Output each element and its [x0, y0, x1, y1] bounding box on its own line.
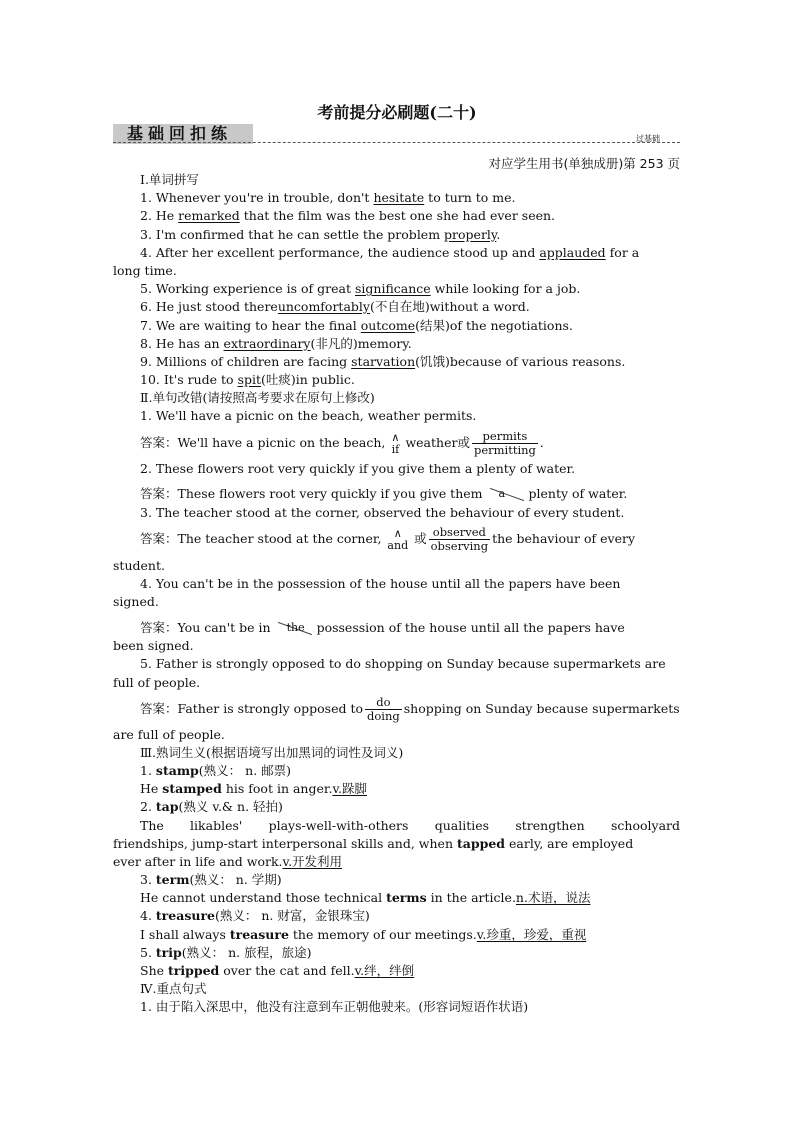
vocab-answer: v.珍重，珍爱，重视 — [476, 927, 587, 942]
vocab-sentence: The likables' plays-well-with-others qualities strengthen schoolyard — [140, 818, 680, 833]
spelling-item: 7. We are waiting to hear the final outcome(结果)of the negotiations. — [140, 318, 573, 333]
vocab-answer: v.绊，绊倒 — [354, 963, 415, 978]
banner-text: 基础回扣练 — [127, 124, 233, 143]
error-question: 1. We'll have a picnic on the beach, weather permits. — [140, 408, 477, 423]
answer-line: 答案：The teacher stood at the corner, ∧ and 或 $\frac{\text{observed}}{\text{observing}}$ the behaviour of every — [140, 525, 636, 553]
spelling-item: 10. It's rude to spit(吐痰)in public. — [140, 372, 355, 387]
spelling-item: 9. Millions of children are facing starvation(饥饿)because of various reasons. — [140, 354, 626, 369]
vocab-sentence: She tripped over the cat and fell.v.绊，绊倒 — [140, 963, 415, 978]
vocab-answer: v.跺脚 — [332, 781, 368, 796]
spelling-item: 6. He just stood thereuncomfortably(不自在地)without a word. — [140, 299, 530, 314]
header-divider — [113, 142, 680, 143]
error-question: 2. These flowers root very quickly if you give them a plenty of water. — [140, 461, 576, 476]
vocab-answer: v.开发利用 — [282, 854, 343, 869]
spelling-item: 5. Working experience is of great significance while looking for a job. — [140, 281, 581, 296]
answer-line: 答案：These flowers root very quickly if you give them a plenty of water. — [140, 486, 628, 501]
correction-fraction: $\frac{do}{\text{doing}}$ — [367, 695, 400, 723]
banner-tag: 过基础 — [636, 134, 660, 143]
correction-fraction: $\frac{\text{observed}}{\text{observing}}$ — [430, 525, 489, 553]
vocab-sentence: He cannot understand those technical terms in the article.n.术语，说法 — [140, 890, 591, 905]
insertion-mark: ∧ if — [391, 430, 400, 456]
deletion-mark: the — [277, 622, 311, 636]
vocab-item: 4. treasure(熟义： n. 财富，金银珠宝) — [140, 908, 370, 923]
vocab-item: 5. trip(熟义： n. 旅程，旅途) — [140, 945, 312, 960]
error-question-cont: signed. — [113, 594, 159, 609]
vocab-answer: n.术语，说法 — [515, 890, 591, 905]
answer-line-cont: are full of people. — [113, 727, 225, 742]
section-heading: Ⅰ.单词拼写 — [140, 172, 199, 187]
error-question-cont: full of people. — [113, 675, 201, 690]
answer-line: 答案：You can't be in the possession of the house until all the papers have — [140, 620, 625, 635]
answer-line-cont: student. — [113, 558, 165, 573]
insertion-mark: ∧ and — [387, 526, 409, 552]
deletion-mark: a — [489, 488, 523, 502]
spelling-item: 1. Whenever you're in trouble, don't hesitate to turn to me. — [140, 190, 516, 205]
answer-line: 答案：We'll have a picnic on the beach, ∧ if weather或 $\frac{\text{permits}}{\text{permitting}}$ . — [140, 429, 544, 457]
answer-line-cont: been signed. — [113, 638, 194, 653]
correction-fraction: $\frac{\text{permits}}{\text{permitting}}$ — [473, 429, 536, 457]
vocab-item: 3. term(熟义： n. 学期) — [140, 872, 282, 887]
vocab-item: 2. tap(熟义 v.& n. 轻拍) — [140, 799, 283, 814]
spelling-item-cont: long time. — [113, 263, 177, 278]
spelling-item: 8. He has an extraordinary(非凡的)memory. — [140, 336, 412, 351]
error-question: 3. The teacher stood at the corner, observed the behaviour of every student. — [140, 505, 625, 520]
spelling-item: 4. After her excellent performance, the audience stood up and applauded for a — [140, 245, 640, 260]
error-question: 5. Father is strongly opposed to do shopping on Sunday because supermarkets are — [140, 656, 666, 671]
vocab-sentence-cont: friendships, jump-start interpersonal skills and, when tapped early, are employed — [113, 836, 634, 851]
answer-line: 答案：Father is strongly opposed to $\frac{do}{\text{doing}}$ shopping on Sunday because supermarkets — [140, 695, 680, 723]
page-title: 考前提分必刷题(二十) — [317, 103, 477, 122]
vocab-sentence-cont: ever after in life and work.v.开发利用 — [113, 854, 343, 869]
section-banner — [113, 124, 253, 144]
vocab-sentence: I shall always treasure the memory of our meetings.v.珍重，珍爱，重视 — [140, 927, 587, 942]
error-question: 4. You can't be in the possession of the house until all the papers have been — [140, 576, 621, 591]
section-heading: Ⅱ.单句改错(请按照高考要求在原句上修改) — [140, 390, 375, 405]
section-heading: Ⅳ.重点句式 — [140, 981, 207, 996]
spelling-item: 3. I'm confirmed that he can settle the problem properly. — [140, 227, 501, 242]
sentence-question: 1. 由于陷入深思中，他没有注意到车正朝他驶来。(形容词短语作状语) — [140, 999, 529, 1014]
vocab-sentence: He stamped his foot in anger.v.跺脚 — [140, 781, 368, 796]
book-reference: 对应学生用书(单独成册)第 253 页 — [488, 156, 680, 171]
vocab-item: 1. stamp(熟义： n. 邮票) — [140, 763, 292, 778]
section-heading: Ⅲ.熟词生义(根据语境写出加黑词的词性及词义) — [140, 745, 404, 760]
spelling-item: 2. He remarked that the film was the best one she had ever seen. — [140, 208, 556, 223]
